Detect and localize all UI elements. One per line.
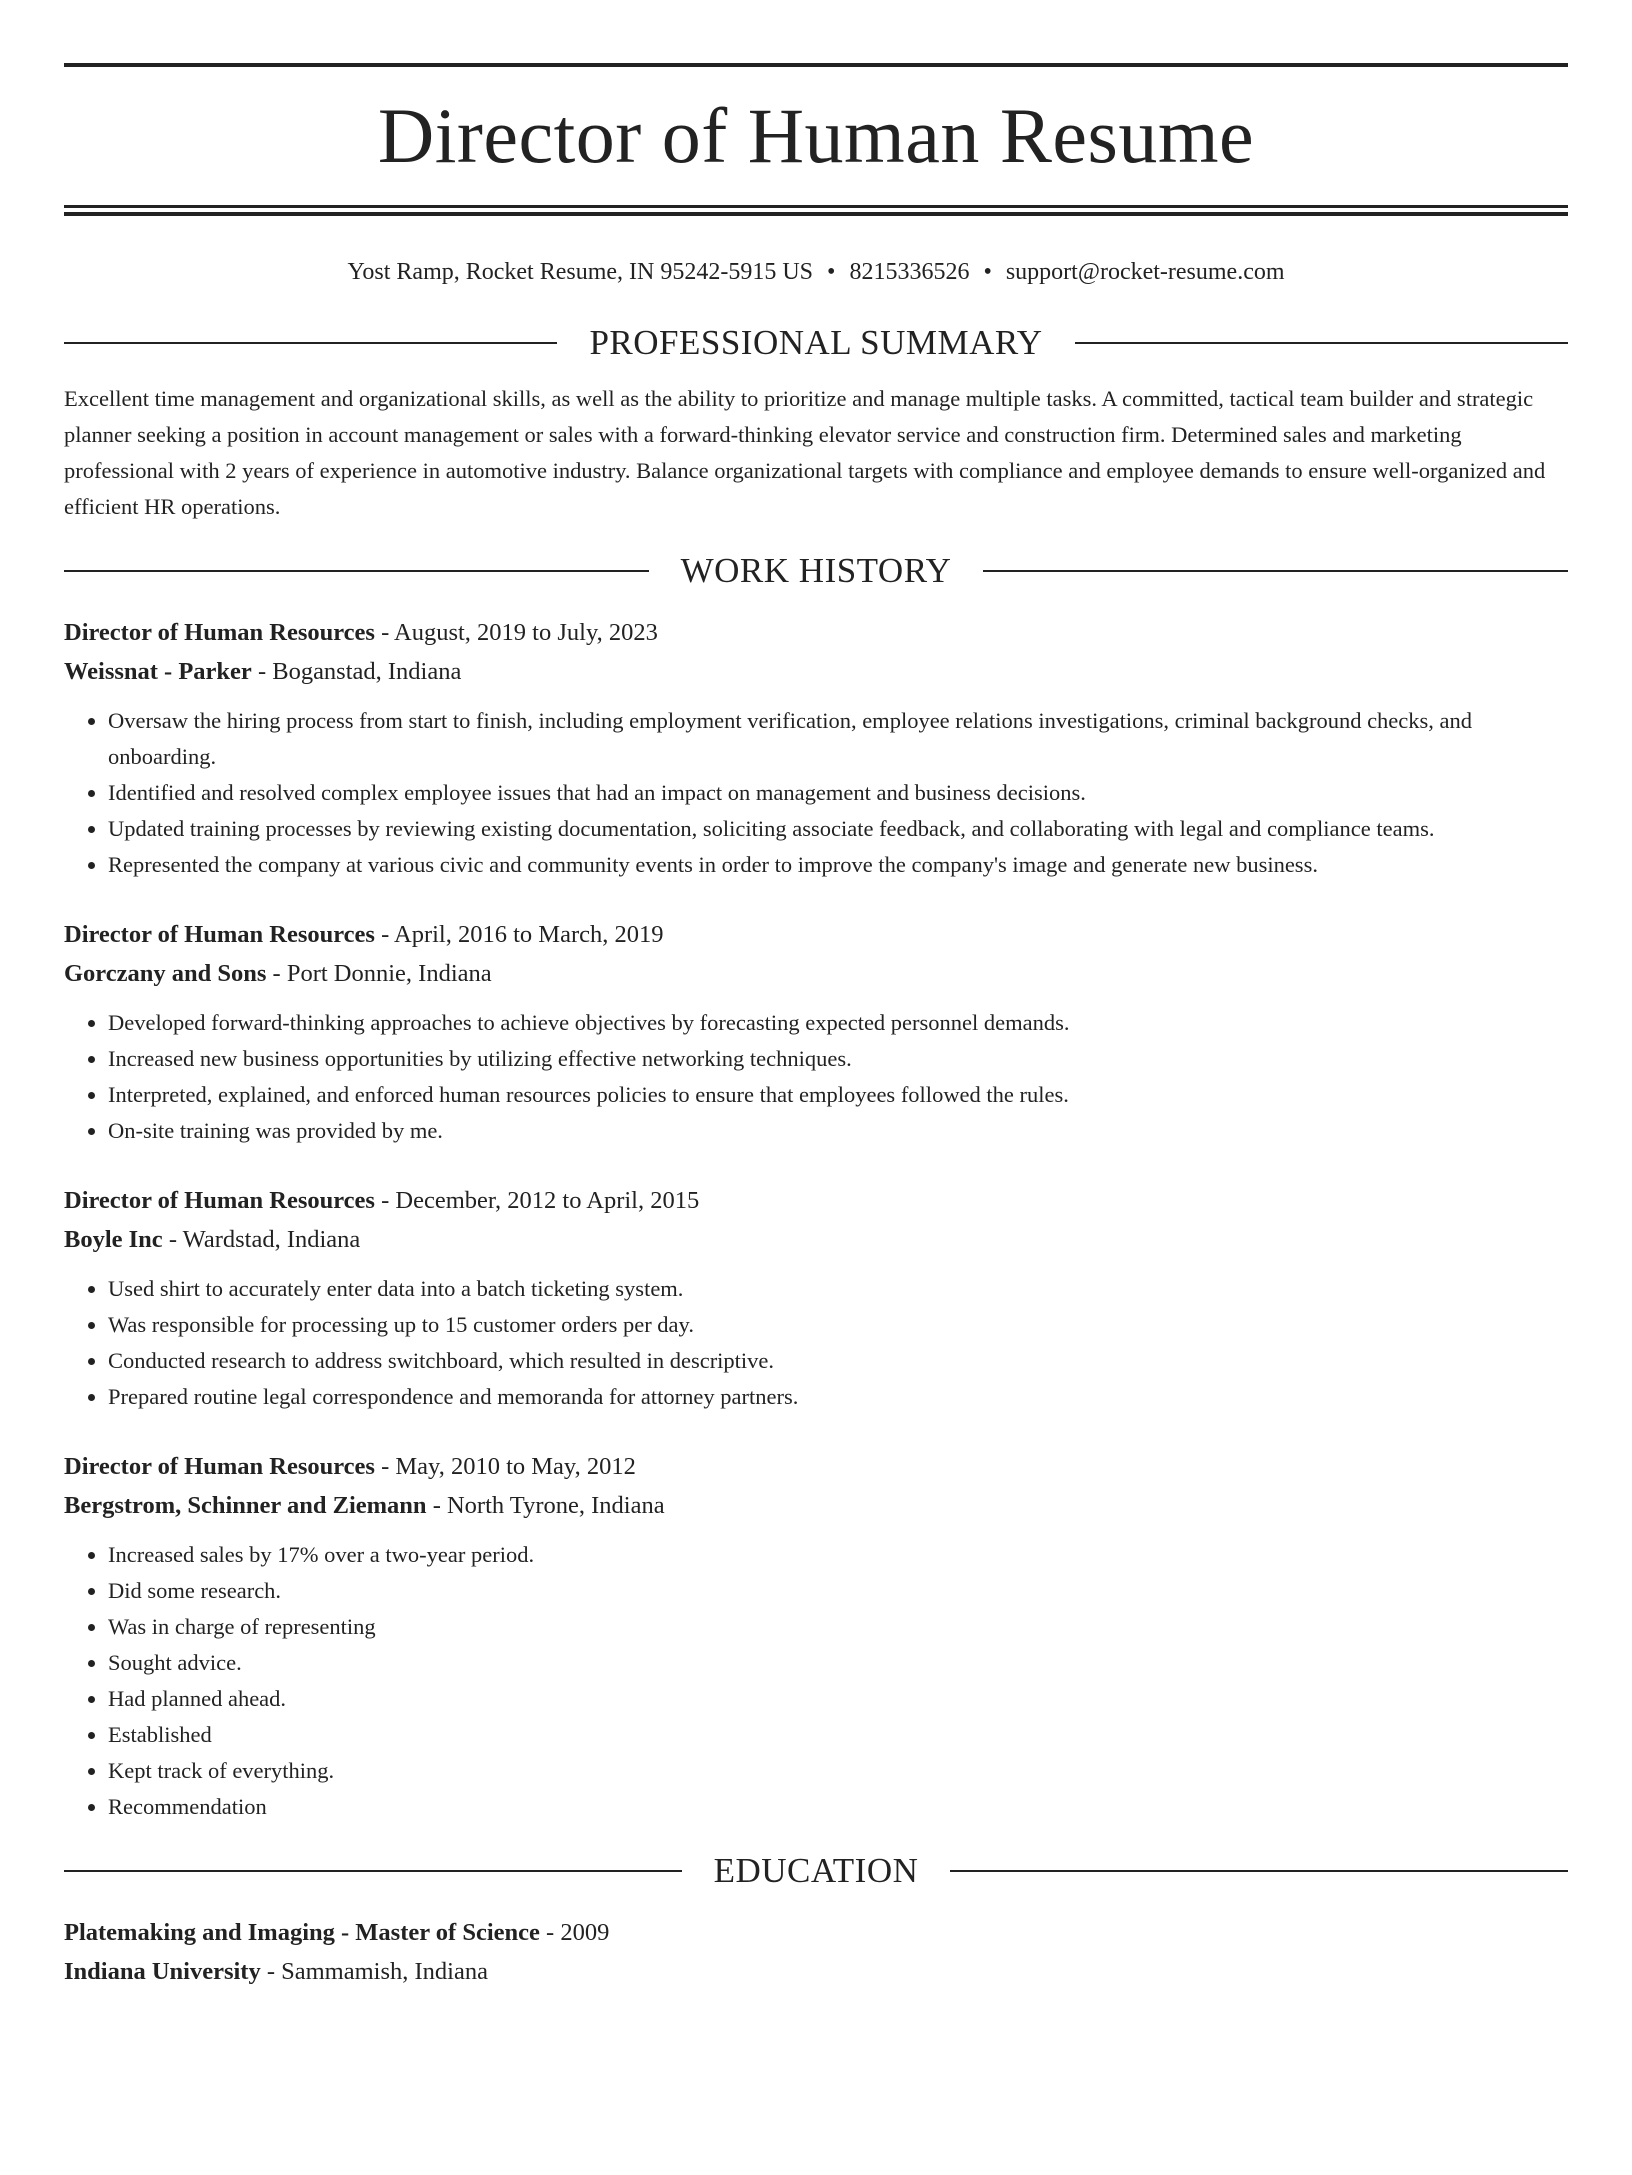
job-company: Gorczany and Sons xyxy=(64,960,267,987)
summary-paragraph: Excellent time management and organizational skills, as well as the ability to prioritize and manage multiple tasks. A committed, tactical team builder and strategic planner seeking a position in account management or sales with a forward-thinking elevator service and construction firm. Determined sales and marketing professional with 2 years of experience in automotive industry. Balance organizational targets with compliance and employee demands to ensure well-organized and efficient HR operations. xyxy=(64,386,1546,519)
job-dates: - May, 2010 to May, 2012 xyxy=(374,1453,636,1480)
job-bullets xyxy=(64,1005,1568,1149)
education-school: Indiana University xyxy=(64,1958,261,1985)
job-entry xyxy=(64,915,1568,1149)
education-location: - Sammamish, Indiana xyxy=(260,1958,488,1985)
list-item: • Conducted research to address switchboard, which resulted in descriptive. xyxy=(108,1343,1568,1379)
section-rule-right xyxy=(983,570,1568,572)
contact-email: support@rocket-resume.com xyxy=(1005,259,1285,285)
list-item: • Recommendation xyxy=(108,1789,1568,1825)
job-dates: - August, 2019 to July, 2023 xyxy=(374,619,658,646)
job-dates: - December, 2012 to April, 2015 xyxy=(374,1187,700,1214)
job-location: - North Tyrone, Indiana xyxy=(426,1492,665,1519)
list-item: • Increased new business opportunities by utilizing effective networking techniques. xyxy=(108,1041,1568,1077)
list-item: • Developed forward-thinking approaches to achieve objectives by forecasting expected personnel demands. xyxy=(108,1005,1568,1041)
section-rule-left xyxy=(64,342,557,344)
list-item: • Used shirt to accurately enter data into a batch ticketing system. xyxy=(108,1271,1568,1307)
education-year: - 2009 xyxy=(539,1919,610,1946)
resume-page xyxy=(0,63,1632,2175)
job-company: Boyle Inc xyxy=(64,1226,163,1253)
section-rule-right xyxy=(950,1870,1568,1872)
list-item: • Was in charge of representing xyxy=(108,1609,1568,1645)
job-title-line xyxy=(64,1447,1568,1486)
job-bullets xyxy=(64,1537,1568,1825)
job-location: - Boganstad, Indiana xyxy=(251,658,462,685)
contact-address: Yost Ramp, Rocket Resume, IN 95242-5915 US xyxy=(347,259,814,285)
list-item: • Sought advice. xyxy=(108,1645,1568,1681)
work-history-list xyxy=(64,613,1568,1825)
job-company-line xyxy=(64,652,1568,691)
title-double-divider xyxy=(64,205,1568,216)
education-entry xyxy=(64,1913,1568,1991)
list-item: • On-site training was provided by me. xyxy=(108,1113,1568,1149)
list-item: • Represented the company at various civic and community events in order to improve the company's image and generate new business. xyxy=(108,847,1568,883)
list-item: • Increased sales by 17% over a two-year period. xyxy=(108,1537,1568,1573)
job-entry xyxy=(64,1447,1568,1825)
section-header-summary xyxy=(64,323,1568,363)
section-rule-left xyxy=(64,570,649,572)
job-bullets xyxy=(64,1271,1568,1415)
job-title: Director of Human Resources xyxy=(64,1453,375,1480)
list-item: • Updated training processes by reviewing existing documentation, soliciting associate feedback, and collaborating with legal and compliance teams. xyxy=(108,811,1568,847)
list-item: • Kept track of everything. xyxy=(108,1753,1568,1789)
list-item: • Had planned ahead. xyxy=(108,1681,1568,1717)
job-location: - Wardstad, Indiana xyxy=(162,1226,361,1253)
section-rule-right xyxy=(1075,342,1568,344)
page-title: Director of Human Resume xyxy=(377,92,1255,179)
job-bullets xyxy=(64,703,1568,883)
section-title-summary: PROFESSIONAL SUMMARY xyxy=(589,323,1043,362)
job-location: - Port Donnie, Indiana xyxy=(266,960,492,987)
contact-separator: • xyxy=(983,259,992,285)
job-company-line xyxy=(64,954,1568,993)
job-company-line xyxy=(64,1220,1568,1259)
list-item: • Oversaw the hiring process from start to finish, including employment verification, employee relations investigations, criminal background checks, and onboarding. xyxy=(108,703,1568,775)
contact-line xyxy=(64,256,1568,288)
job-title: Director of Human Resources xyxy=(64,921,375,948)
job-entry xyxy=(64,1181,1568,1415)
job-dates: - April, 2016 to March, 2019 xyxy=(374,921,664,948)
top-divider xyxy=(64,63,1568,67)
job-entry xyxy=(64,613,1568,883)
list-item: • Interpreted, explained, and enforced human resources policies to ensure that employees followed the rules. xyxy=(108,1077,1568,1113)
job-title: Director of Human Resources xyxy=(64,1187,375,1214)
section-header-education xyxy=(64,1851,1568,1891)
job-title-line xyxy=(64,1181,1568,1220)
job-company-line xyxy=(64,1486,1568,1525)
contact-separator: • xyxy=(827,259,836,285)
list-item: • Did some research. xyxy=(108,1573,1568,1609)
job-title: Director of Human Resources xyxy=(64,619,375,646)
education-degree: Platemaking and Imaging - Master of Science xyxy=(64,1919,540,1946)
job-company: Weissnat - Parker xyxy=(64,658,252,685)
list-item: • Established xyxy=(108,1717,1568,1753)
education-school-line xyxy=(64,1952,1568,1991)
job-title-line xyxy=(64,613,1568,652)
section-title-work-history: WORK HISTORY xyxy=(680,551,952,590)
section-rule-left xyxy=(64,1870,682,1872)
job-title-line xyxy=(64,915,1568,954)
section-title-education: EDUCATION xyxy=(713,1851,919,1890)
job-company: Bergstrom, Schinner and Ziemann xyxy=(64,1492,427,1519)
contact-phone: 8215336526 xyxy=(849,259,970,285)
education-degree-line xyxy=(64,1913,1568,1952)
list-item: • Identified and resolved complex employee issues that had an impact on management and business decisions. xyxy=(108,775,1568,811)
list-item: • Was responsible for processing up to 15 customer orders per day. xyxy=(108,1307,1568,1343)
section-header-work-history xyxy=(64,551,1568,591)
list-item: • Prepared routine legal correspondence and memoranda for attorney partners. xyxy=(108,1379,1568,1415)
